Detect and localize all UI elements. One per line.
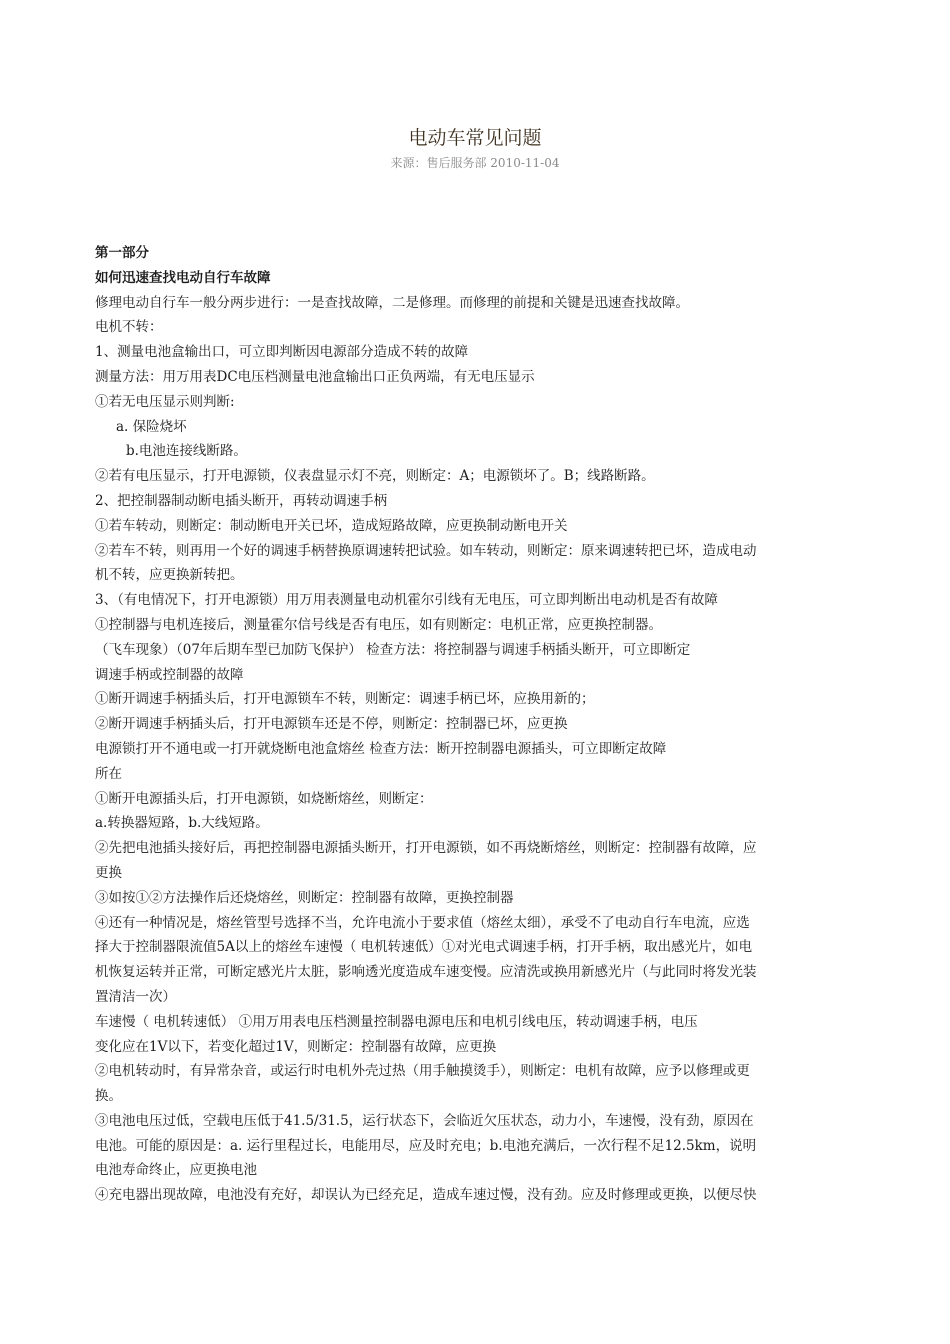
body-text-line: （飞车现象）（07年后期车型已加防飞保护） 检查方法：将控制器与调速手柄插头断开，可立即断定 (95, 641, 691, 658)
body-text-line: 电源锁打开不通电或一打开就烧断电池盒熔丝 检查方法：断开控制器电源插头，可立即断定故障 (95, 740, 667, 757)
body-text-line: ③电池电压过低，空载电压低于41.5/31.5，运行状态下，会临近欠压状态，动力小，车速慢，没有劲，原因在 (95, 1112, 754, 1129)
body-text-line: 更换 (95, 864, 122, 881)
body-text-line: 调速手柄或控制器的故障 (95, 666, 244, 683)
body-text-line: ②断开调速手柄插头后，打开电源锁车还是不停，则断定：控制器已坏，应更换 (95, 716, 568, 733)
body-text-line: 测量方法：用万用表DC电压档测量电池盒输出口正负两端，有无电压显示 (95, 368, 535, 385)
body-text-line: ③如按①②方法操作后还烧熔丝，则断定：控制器有故障，更换控制器 (95, 889, 514, 906)
document-source: 来源：售后服务部 2010-11-04 (390, 156, 560, 170)
body-text-line: 所在 (95, 765, 122, 782)
body-text-line: ①断开调速手柄插头后，打开电源锁车不转，则断定：调速手柄已坏，应换用新的； (95, 691, 595, 708)
body-text-line: b.电池连接线断路。 (126, 443, 247, 460)
body-text-line: 电池。可能的原因是：a. 运行里程过长，电能用尽，应及时充电；b.电池充满后，一次行程不足12.5km，说明 (95, 1137, 757, 1154)
section-heading: 第一部分 (95, 245, 149, 261)
body-text-line: 2、把控制器制动断电插头断开，再转动调速手柄 (95, 492, 388, 509)
document-body (95, 241, 887, 1208)
body-text-line: 变化应在1V以下，若变化超过1V，则断定：控制器有故障，应更换 (95, 1038, 497, 1055)
body-text-line: ②若车不转，则再用一个好的调速手柄替换原调速转把试验。如车转动，则断定：原来调速转把已坏，造成电动 (95, 542, 757, 559)
body-text-line: ①若无电压显示则判断: (95, 393, 235, 410)
body-text-line: ②若有电压显示，打开电源锁，仪表盘显示灯不亮，则断定：A；电源锁坏了。B；线路断路。 (95, 468, 655, 485)
body-text-line: 修理电动自行车一般分两步进行：一是查找故障，二是修理。而修理的前提和关键是迅速查找故障。 (95, 294, 689, 311)
body-text-line: ②电机转动时，有异常杂音，或运行时电机外壳过热（用手触摸烫手），则断定：电机有故障，应予以修理或更 (95, 1063, 750, 1080)
body-text-line: ①控制器与电机连接后，测量霍尔信号线是否有电压，如有则断定：电机正常，应更换控制器。 (95, 616, 662, 633)
body-text-line: 电池寿命终止，应更换电池 (95, 1162, 257, 1179)
body-text-line: ①断开电源插头后，打开电源锁，如烧断熔丝，则断定： (95, 790, 433, 807)
body-text-line: 电机不转： (95, 319, 163, 336)
body-text-line: 机不转，应更换新转把。 (95, 567, 244, 584)
body-text-line: a.转换器短路，b.大线短路。 (95, 815, 269, 832)
body-text-line: ①若车转动，则断定：制动断电开关已坏，造成短路故障，应更换制动断电开关 (95, 517, 568, 534)
body-text-line: 置清洁一次） (95, 988, 176, 1005)
document-title: 电动车常见问题 (408, 127, 542, 149)
body-text-line: 机恢复运转并正常，可断定感光片太脏，影响透光度造成车速变慢。应清洗或换用新感光片（与此同时将发光装 (95, 964, 757, 981)
body-text-line: 1、测量电池盒输出口，可立即判断因电源部分造成不转的故障 (95, 344, 469, 361)
body-text-line: 择大于控制器限流值5A以上的熔丝车速慢（ 电机转速低）①对光电式调速手柄，打开手柄，取出感光片，如电 (95, 939, 753, 956)
body-text-line: a. 保险烧坏 (116, 418, 187, 435)
section-heading: 如何迅速查找电动自行车故障 (95, 269, 271, 286)
body-text-line: 换。 (95, 1088, 122, 1105)
body-text-line: 车速慢（ 电机转速低） ①用万用表电压档测量控制器电源电压和电机引线电压，转动调速手柄，电压 (95, 1013, 698, 1030)
body-text-line: ④还有一种情况是，熔丝管型号选择不当，允许电流小于要求值（熔丝太细），承受不了电动自行车电流，应选 (95, 914, 750, 931)
body-text-line: ④充电器出现故障，电池没有充好，却误认为已经充足，造成车速过慢，没有劲。应及时修理或更换，以便尽快 (95, 1187, 757, 1204)
document-header (0, 124, 950, 172)
body-text-line: ②先把电池插头接好后，再把控制器电源插头断开，打开电源锁，如不再烧断熔丝，则断定：控制器有故障，应 (95, 840, 757, 857)
body-text-line: 3、（有电情况下，打开电源锁）用万用表测量电动机霍尔引线有无电压，可立即判断出电动机是否有故障 (95, 592, 718, 609)
